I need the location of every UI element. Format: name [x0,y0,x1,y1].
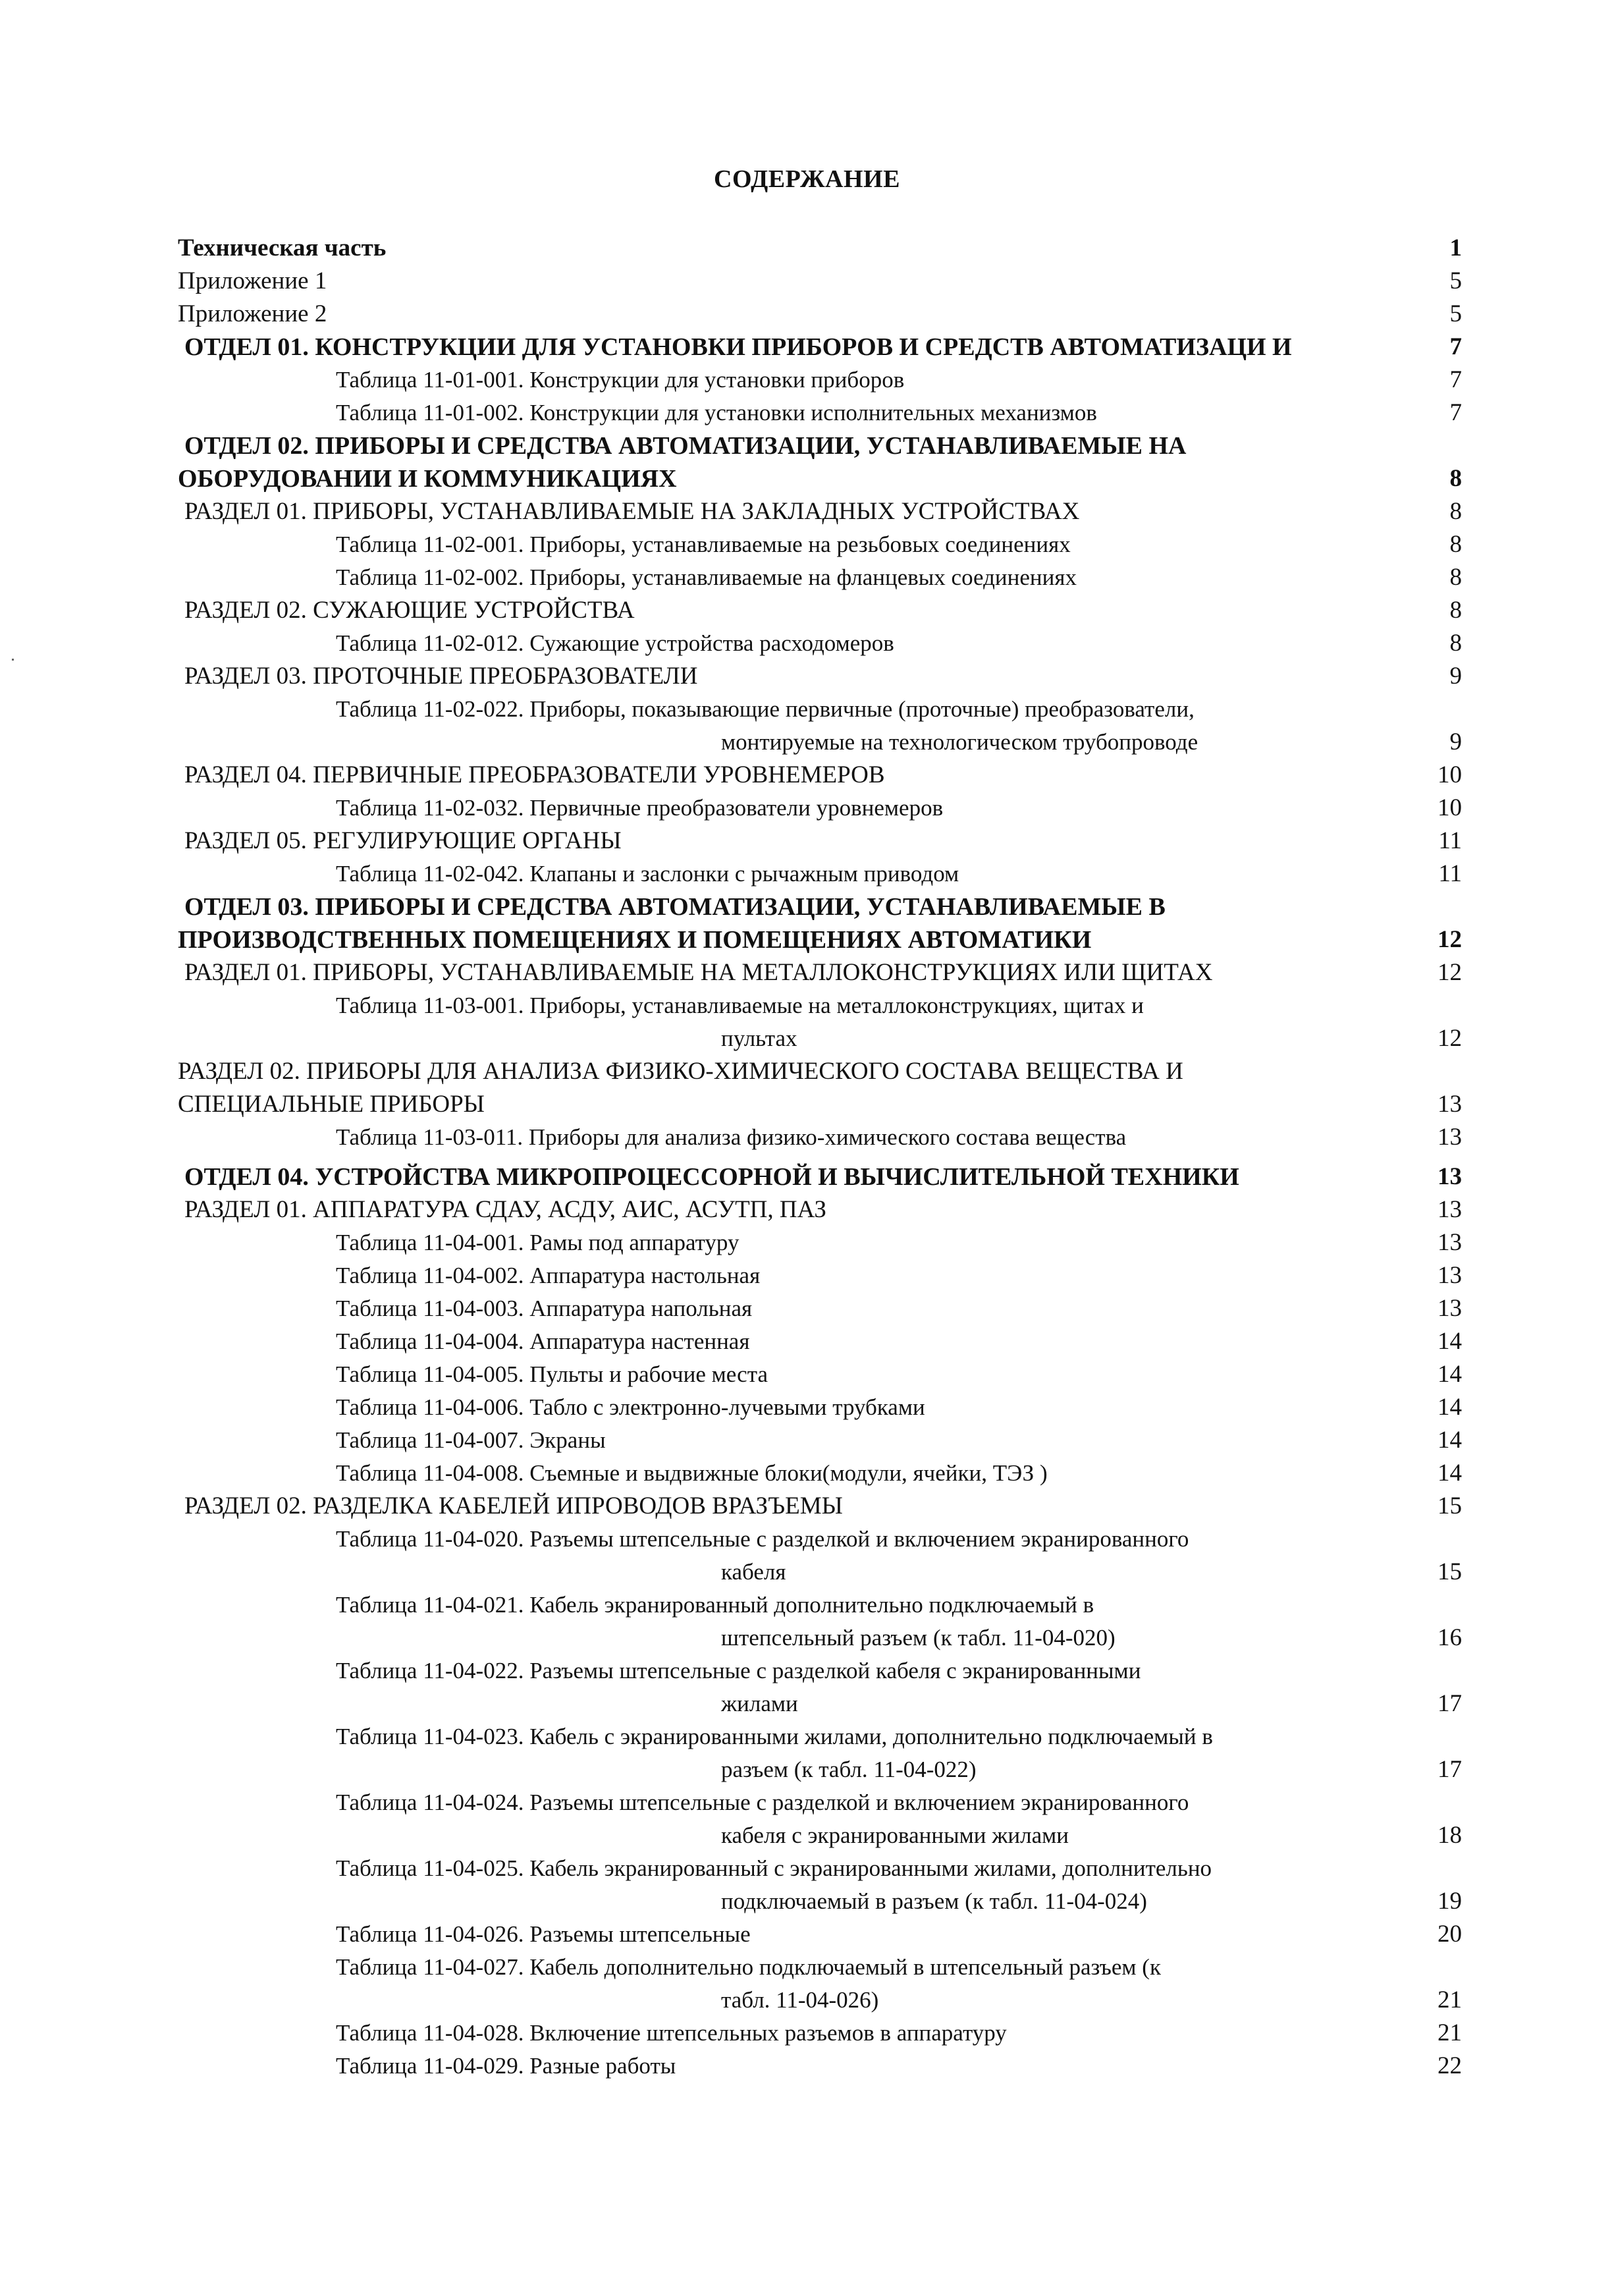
toc-entry[interactable] [178,396,1462,429]
toc-entry-title-continued: пультах [721,1025,797,1051]
toc-page-number: 5 [1449,300,1462,327]
toc-entry[interactable] [178,1358,1462,1391]
toc-entry[interactable] [178,2017,1462,2050]
toc-entry[interactable] [178,825,1462,858]
toc-page-number: 13 [1438,1163,1462,1190]
toc-page-number: 17 [1438,1690,1462,1717]
toc-page-number: 11 [1438,827,1462,854]
toc-entry[interactable] [178,528,1462,561]
toc-entry[interactable] [178,429,1462,495]
toc-entry[interactable] [178,627,1462,660]
toc-entry[interactable] [178,1161,1462,1193]
toc-entry-title: Таблица 11-02-002. Приборы, устанавливаемые на фланцевых соединениях [336,564,1077,590]
toc-page-number: 9 [1449,728,1462,755]
toc-entry[interactable] [178,956,1462,989]
toc-page-number: 12 [1438,926,1462,953]
toc-entry-title-continued: разъем (к табл. 11-04-022) [721,1757,977,1782]
toc-entry-title: Таблица 11-04-021. Кабель экранированный дополнительно подключаемый в [336,1592,1094,1618]
toc-page-number: 9 [1449,663,1462,690]
toc-entry-title: Таблица 11-04-001. Рамы под аппаратуру [336,1230,740,1255]
toc-page-number: 8 [1449,564,1462,591]
toc-page-number: 14 [1438,1460,1462,1487]
toc-entry-title: Таблица 11-04-029. Разные работы [336,2053,676,2079]
toc-entry-title: Таблица 11-04-020. Разъемы штепсельные с разделкой и включением экранированного [336,1526,1189,1552]
toc-page-number: 8 [1449,597,1462,624]
toc-entry-title: Таблица 11-04-008. Съемные и выдвижные блоки(модули, ячейки, ТЭЗ ) [336,1460,1048,1486]
toc-entry-title: Таблица 11-03-011. Приборы для анализа физико-химического состава вещества [336,1124,1127,1150]
toc-entry[interactable] [178,1193,1462,1226]
scan-speck [12,659,14,661]
toc-entry-title-continued: штепсельный разъем (к табл. 11-04-020) [721,1625,1116,1651]
table-of-contents [178,232,1462,2083]
toc-page-number: 10 [1438,761,1462,788]
toc-entry-title: Таблица 11-01-001. Конструкции для установки приборов [336,367,905,393]
toc-entry-title: Таблица 11-02-042. Клапаны и заслонки с рычажным приводом [336,861,959,887]
toc-entry-title: Приложение 2 [178,300,327,327]
toc-entry-title-continued: ОБОРУДОВАНИИ И КОММУНИКАЦИЯХ [178,465,677,493]
toc-entry-title-continued: монтируемые на технологическом трубопроводе [721,729,1198,755]
toc-entry-title: Таблица 11-04-004. Аппаратура настенная [336,1328,750,1354]
toc-entry-title: Таблица 11-02-012. Сужающие устройства расходомеров [336,630,894,656]
toc-entry-title-continued: жилами [721,1691,798,1716]
toc-entry[interactable] [178,1259,1462,1292]
toc-entry[interactable] [178,660,1462,693]
toc-entry-title: ОТДЕЛ 01. КОНСТРУКЦИИ ДЛЯ УСТАНОВКИ ПРИБОРОВ И СРЕДСТВ АВТОМАТИЗАЦИ И [184,333,1292,361]
toc-entry-title: Таблица 11-04-005. Пульты и рабочие места [336,1361,768,1387]
toc-entry-title: Таблица 11-04-027. Кабель дополнительно подключаемый в штепсельный разъем (к [336,1954,1161,1980]
toc-entry[interactable] [178,759,1462,792]
toc-page-number: 13 [1438,1295,1462,1322]
toc-entry[interactable] [178,1852,1462,1918]
toc-page-number: 13 [1438,1124,1462,1151]
toc-entry-title: Таблица 11-04-023. Кабель с экранированными жилами, дополнительно подключаемый в [336,1724,1213,1749]
toc-entry-title-continued: табл. 11-04-026) [721,1987,879,2013]
toc-entry[interactable] [178,1918,1462,1951]
toc-entry[interactable] [178,1325,1462,1358]
toc-entry-title: РАЗДЕЛ 02. РАЗДЕЛКА КАБЕЛЕЙ ИПРОВОДОВ ВРАЗЪЕМЫ [184,1492,843,1519]
toc-entry-title: Приложение 1 [178,267,327,294]
toc-entry[interactable] [178,1654,1462,1720]
toc-page-number: 1 [1449,234,1462,261]
toc-entry[interactable] [178,792,1462,825]
toc-page-number: 13 [1438,1091,1462,1118]
toc-entry-title: РАЗДЕЛ 01. АППАРАТУРА СДАУ, АСДУ, АИС, АСУТП, ПАЗ [184,1196,826,1223]
toc-entry[interactable] [178,858,1462,890]
toc-page-number: 8 [1449,465,1462,492]
toc-entry-title: Таблица 11-04-007. Экраны [336,1427,606,1453]
toc-entry-title: Таблица 11-04-022. Разъемы штепсельные с разделкой кабеля с экранированными [336,1658,1141,1683]
toc-page-number: 7 [1449,333,1462,360]
toc-entry-title: Таблица 11-02-032. Первичные преобразователи уровнемеров [336,795,944,821]
toc-entry-title: РАЗДЕЛ 05. РЕГУЛИРУЮЩИЕ ОРГАНЫ [184,827,622,854]
toc-entry[interactable] [178,1226,1462,1259]
toc-entry-title: Таблица 11-02-001. Приборы, устанавливаемые на резьбовых соединениях [336,532,1071,557]
toc-page-number: 18 [1438,1822,1462,1849]
toc-entry-title: ОТДЕЛ 03. ПРИБОРЫ И СРЕДСТВА АВТОМАТИЗАЦИИ, УСТАНАВЛИВАЕМЫЕ В [184,893,1166,921]
toc-entry-title: РАЗДЕЛ 02. СУЖАЮЩИЕ УСТРОЙСТВА [184,597,635,624]
toc-entry-title: Таблица 11-04-003. Аппаратура напольная [336,1296,753,1321]
toc-entry-title: Таблица 11-04-002. Аппаратура настольная [336,1263,761,1288]
toc-page-number: 16 [1438,1624,1462,1651]
toc-entry[interactable] [178,265,1462,298]
toc-entry[interactable] [178,693,1462,759]
toc-entry[interactable] [178,1292,1462,1325]
toc-entry[interactable] [178,1424,1462,1457]
toc-entry[interactable] [178,989,1462,1055]
toc-page-number: 8 [1449,531,1462,558]
toc-page-number: 13 [1438,1262,1462,1289]
toc-page-number: 13 [1438,1229,1462,1256]
toc-page-number: 14 [1438,1328,1462,1355]
toc-entry-title-continued: кабеля [721,1559,786,1585]
toc-entry-title: ОТДЕЛ 04. УСТРОЙСТВА МИКРОПРОЦЕССОРНОЙ И ВЫЧИСЛИТЕЛЬНОЙ ТЕХНИКИ [184,1163,1239,1191]
toc-entry-title: РАЗДЕЛ 03. ПРОТОЧНЫЕ ПРЕОБРАЗОВАТЕЛИ [184,663,698,690]
toc-page-number: 14 [1438,1394,1462,1421]
toc-entry-title: РАЗДЕЛ 04. ПЕРВИЧНЫЕ ПРЕОБРАЗОВАТЕЛИ УРОВНЕМЕРОВ [184,761,885,788]
toc-page-number: 5 [1449,267,1462,294]
toc-entry[interactable] [178,331,1462,364]
toc-entry[interactable] [178,298,1462,331]
toc-entry-title: Техническая часть [178,234,387,261]
page-title: СОДЕРЖАНИЕ [714,165,900,193]
toc-entry-title: РАЗДЕЛ 02. ПРИБОРЫ ДЛЯ АНАЛИЗА ФИЗИКО-ХИМИЧЕСКОГО СОСТАВА ВЕЩЕСТВА И [178,1058,1183,1085]
toc-page-number: 7 [1449,366,1462,393]
toc-entry[interactable] [178,2050,1462,2083]
toc-page-number: 19 [1438,1888,1462,1915]
toc-page-number: 15 [1438,1558,1462,1585]
toc-page-number: 10 [1438,794,1462,821]
toc-entry[interactable] [178,1490,1462,1523]
toc-page-number: 8 [1449,498,1462,525]
toc-entry[interactable] [178,561,1462,594]
toc-entry[interactable] [178,364,1462,396]
toc-entry-title: Таблица 11-04-026. Разъемы штепсельные [336,1921,751,1947]
toc-entry-title: Таблица 11-04-024. Разъемы штепсельные с разделкой и включением экранированного [336,1790,1189,1815]
toc-page-number: 14 [1438,1427,1462,1454]
toc-page-number: 21 [1438,1986,1462,2013]
toc-page-number: 12 [1438,959,1462,986]
toc-page-number: 7 [1449,399,1462,426]
toc-page-number: 20 [1438,1921,1462,1948]
toc-entry-title: Таблица 11-04-028. Включение штепсельных разъемов в аппаратуру [336,2020,1007,2046]
toc-entry[interactable] [178,1457,1462,1490]
toc-entry[interactable] [178,1720,1462,1786]
toc-entry-title-continued: СПЕЦИАЛЬНЫЕ ПРИБОРЫ [178,1091,485,1118]
toc-page-number: 8 [1449,630,1462,657]
toc-entry-title: РАЗДЕЛ 01. ПРИБОРЫ, УСТАНАВЛИВАЕМЫЕ НА МЕТАЛЛОКОНСТРУКЦИЯХ ИЛИ ЩИТАХ [184,959,1213,986]
toc-entry-title-continued: ПРОИЗВОДСТВЕННЫХ ПОМЕЩЕНИЯХ И ПОМЕЩЕНИЯХ АВТОМАТИКИ [178,926,1092,954]
toc-entry[interactable] [178,1391,1462,1424]
toc-entry[interactable] [178,1951,1462,2017]
toc-entry-title: Таблица 11-04-025. Кабель экранированный с экранированными жилами, дополнительно [336,1855,1212,1881]
toc-page-number: 12 [1438,1025,1462,1052]
toc-entry[interactable] [178,1523,1462,1589]
toc-entry-title: Таблица 11-03-001. Приборы, устанавливаемые на металлоконструкциях, щитах и [336,993,1144,1018]
toc-entry[interactable] [178,495,1462,528]
toc-entry-title: Таблица 11-01-002. Конструкции для установки исполнительных механизмов [336,400,1097,425]
toc-entry[interactable] [178,1121,1462,1154]
toc-entry-title-continued: кабеля с экранированными жилами [721,1822,1069,1848]
toc-entry[interactable] [178,1589,1462,1654]
toc-entry[interactable] [178,232,1462,265]
toc-page-number: 14 [1438,1361,1462,1388]
toc-entry[interactable] [178,1786,1462,1852]
toc-entry-title: ОТДЕЛ 02. ПРИБОРЫ И СРЕДСТВА АВТОМАТИЗАЦИИ, УСТАНАВЛИВАЕМЫЕ НА [184,432,1187,460]
toc-entry-title: Таблица 11-04-006. Табло с электронно-лучевыми трубками [336,1394,925,1420]
toc-page-number: 21 [1438,2019,1462,2046]
toc-page-number: 22 [1438,2052,1462,2079]
toc-page-number: 13 [1438,1196,1462,1223]
toc-page-number: 17 [1438,1756,1462,1783]
toc-entry[interactable] [178,890,1462,956]
toc-entry[interactable] [178,594,1462,627]
toc-page-number: 11 [1438,860,1462,887]
toc-entry-title-continued: подключаемый в разъем (к табл. 11-04-024) [721,1888,1147,1914]
toc-entry[interactable] [178,1055,1462,1121]
toc-page-number: 15 [1438,1492,1462,1519]
toc-entry-title: РАЗДЕЛ 01. ПРИБОРЫ, УСТАНАВЛИВАЕМЫЕ НА ЗАКЛАДНЫХ УСТРОЙСТВАХ [184,498,1080,525]
toc-entry-title: Таблица 11-02-022. Приборы, показывающие первичные (проточные) преобразователи, [336,696,1195,722]
